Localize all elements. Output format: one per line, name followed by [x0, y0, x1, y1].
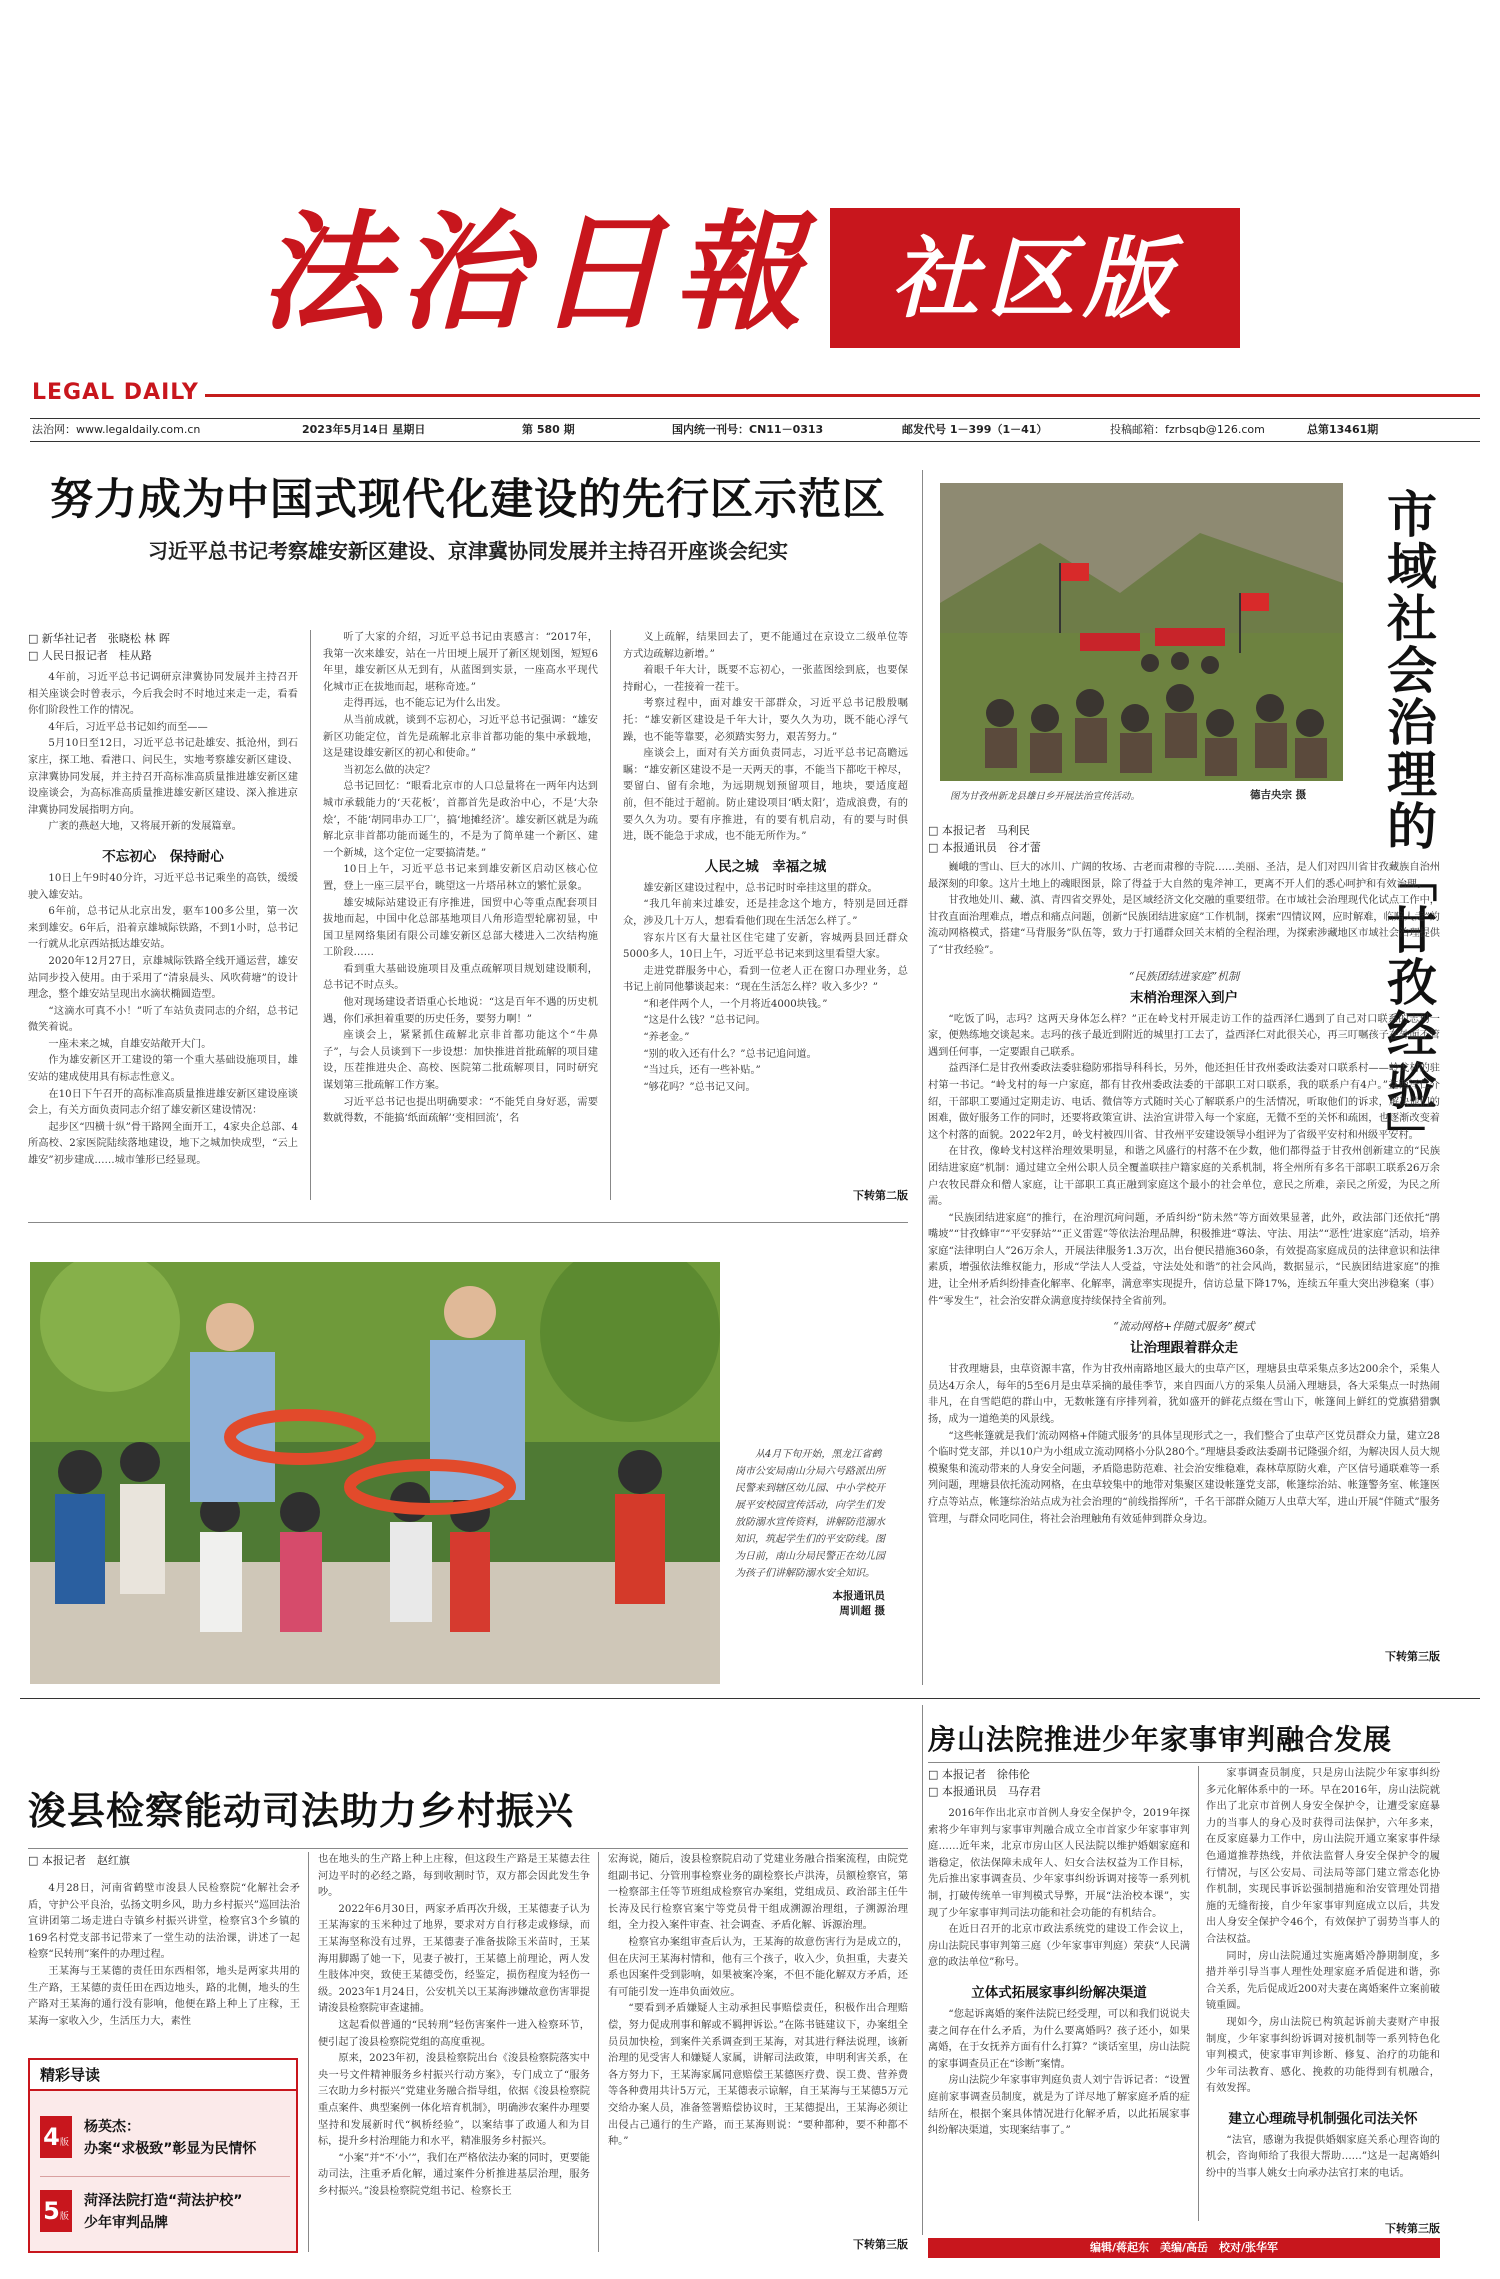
- police-photo: [30, 1262, 720, 1684]
- lead-byline-1: □ 新华社记者 张晓松 林 晖: [28, 632, 170, 645]
- police-photo-caption: [735, 1446, 885, 1618]
- village-sub-tag-1: “民族团结进家庭”机制: [1128, 969, 1240, 983]
- village-vertical-title: 市域社会治理的「甘孜经验」: [1379, 488, 1438, 1164]
- village-para: 巍峨的雪山、巨大的冰川、广阔的牧场、古老而肃穆的寺院……美丽、圣洁，是人们对四川省甘孜藏族自治州最深刻的印象。这片土地上的魂眼图景，除了得益于大自然的鬼斧神工，更离不开人们的悉心呵护和有效治理。: [928, 862, 1440, 890]
- highlight-2-line-2: 少年审判品牌: [84, 2215, 168, 2231]
- lead-para: “这滴水可真不小！”听了车站负责同志的介绍，总书记微笑着说。: [28, 1005, 298, 1034]
- lead-para: 4年后，习近平总书记如约而至——: [48, 721, 208, 733]
- lead-para: 座谈会上，紧紧抓住疏解北京非首都功能这个“牛鼻子”，与会人员谈到下一步设想：加快推进首批疏解的项目建设，压茬推进央企、高校、医院第二批疏解项目，同时研究谋划第三批疏解工作方案。: [323, 1030, 598, 1092]
- village-para: “吃饭了吗，志玛？这两天身体怎么样？”正在岭戈村开展走访工作的益西泽仁遇到了自己对口联系的志玛一家，便熟练地交谈起来。志玛的孩子最近到附近的城里打工去了，益西泽仁对此很关心，再三叮嘱孩子在外面不管遇到任何事，一定要跟自己联系。: [928, 1013, 1440, 1058]
- police-credit-2: 周训超 摄: [839, 1605, 885, 1617]
- total-issue: 总第13461期: [1307, 423, 1379, 436]
- lead-para: 10日上午，习近平总书记来到雄安新区启动区核心位置，登上一座三层平台，眺望这一片塔吊林立的繁忙景象。: [323, 864, 598, 892]
- lead-para: 广袤的燕赵大地，又将展开新的发展篇章。: [48, 821, 242, 833]
- lead-para: 座谈会上，面对有关方面负责同志，习近平总书记高瞻远瞩：“雄安新区建设不是一天两天的事，不能当下都吃干榨尽，要留白、留有余地，为远期规划预留项目，地块，要适度超前，但不能过于超前。防止建设项目‘晒太阳’，造成浪费，有的要久久为功。要有序推进，有的要有机启动，有的要与时俱进，既不能急于求成，也不能无所作为。”: [623, 748, 908, 843]
- issue-number: 第 580 期: [522, 423, 575, 436]
- masthead-rule-red: [205, 394, 1480, 397]
- procuratorate-col-3: [608, 1852, 908, 2151]
- cn-number: 国内统一刊号：CN11－0313: [672, 423, 824, 436]
- village-byline-2: □ 本报通讯员 谷才蕾: [928, 841, 1041, 854]
- masthead-title: 法治日報: [260, 198, 813, 348]
- procuratorate-byline: □ 本报记者 赵红旗: [28, 1854, 130, 1867]
- lead-para: 雄安城际站建设正有序推进，国贸中心等重点配套项目拔地而起，中国中化总部基地项目八角形造型轮廓初显，中国卫星网络集团有限公司雄安新区总部大楼进入二次结构施工阶段……: [323, 897, 598, 959]
- village-byline-1: □ 本报记者 马利民: [928, 824, 1030, 837]
- lead-subhead: 习近平总书记考察雄安新区建设、京津冀协同发展并主持召开座谈会纪实: [148, 539, 788, 563]
- village-subheading-1: 末梢治理深入到户: [1130, 989, 1238, 1006]
- lead-para: 看到重大基础设施项目及重点疏解项目规划建设顺利，总书记不时点头。: [323, 963, 598, 992]
- highlight-item-2[interactable]: [40, 2184, 290, 2244]
- police-credit-1: 本报通讯员: [832, 1590, 885, 1602]
- village-continued: 下转第三版: [1385, 1650, 1440, 1663]
- court-para: 2016年作出北京市首例人身安全保护令，2019年探索将少年审判与家事审判融合成立全市首家少年家事审判庭……近年来，北京市房山区人民法院以维护婚姻家庭和谐稳定，依法保障未成年人、妇女合法权益为工作目标，先后推出家事调查员、少年家事纠纷诉调对接等一系列机制，打破传统单一审判模式导弊，开展“法治校本课”，实现了少年家事审判司法功能和社会功能的有机结合。: [928, 1808, 1190, 1919]
- lead-para: “当过兵，还有一些补贴。”: [643, 1065, 761, 1077]
- lead-para: 当初怎么做的决定？: [343, 764, 436, 776]
- court-subheading-1: 立体式拓展家事纠纷解决渠道: [971, 1984, 1147, 2001]
- highlight-1-line-1: 杨英杰：: [84, 2119, 140, 2135]
- lead-para: “我几年前来过雄安，还是挂念这个地方，特别是回迁群众，涉及几十万人，想看看他们现在生活怎么样了。”: [623, 899, 908, 927]
- masthead-rule-dark: [30, 418, 1480, 419]
- village-para: “这些帐篷就是我们‘流动网格+伴随式服务’的具体呈现形式之一，我们整合了虫草产区党员群众力量，建立28个临时党支部，并以10户为小组成立流动网格小分队280个。”理塘县委政法委副书记隆强介绍，为解决因人员大规模聚集和流动带来的人身安全问题，矛盾隐患防范难、社会治安维稳难，森林草原防火难，产区信号通联难等一系列问题，理塘县依托流动网格，在虫草较集中的地带对集聚区建设帐篷党支部，帐篷综治站、帐篷警务室、帐篷医疗点等站点，帐篷综治站点成为社会治理的“前线指挥所”，千名干部群众随万人虫草大军，进山开展“伴随式”服务管理，与群众同吃同住，将社会治理触角有效延伸到群众身边。: [928, 1430, 1441, 1525]
- lead-para: 义上疏解，结果回去了，更不能通过在京设立二级单位等方式边疏解边新增。”: [623, 632, 908, 660]
- footer-bar: [928, 2238, 1440, 2258]
- highlights-box: [28, 2058, 298, 2253]
- procuratorate-continued: 下转第三版: [853, 2238, 908, 2251]
- page-column-rule: [922, 1705, 923, 2235]
- lead-para: 10日上午9时40分许，习近平总书记乘坐的高铁，缓缓驶入雄安站。: [28, 872, 298, 901]
- page-badge-5: 5版: [40, 2190, 72, 2232]
- highlight-divider: [40, 2176, 290, 2177]
- procuratorate-col-1: [28, 1852, 300, 2030]
- contribution-email: 投稿邮箱：fzrbsqb@126.com: [1110, 423, 1265, 436]
- lead-para: 走得再远，也不能忘记为什么出发。: [343, 698, 507, 710]
- village-credit: 德吉央宗 摄: [1250, 789, 1307, 801]
- footer-credits: 编辑/蒋起东 美编/高岳 校对/张华军: [1089, 2241, 1279, 2254]
- lead-para: 6年前，总书记从北京出发，驱车100多公里，第一次来到雄安。6年后，沿着京雄城际铁路，不到1小时，总书记一行就从北京西站抵达雄安站。: [28, 906, 298, 951]
- lead-col-rule: [610, 630, 611, 1200]
- masthead: [20, 180, 1480, 442]
- court-byline-1: □ 本报记者 徐伟伦: [928, 1768, 1030, 1781]
- lead-para: 总书记回忆：“眼看北京市的人口总量将在一两年内达到城市承载能力的‘天花板’，首都首先是政治中心，不是‘大杂烩’，不能‘胡同串办工厂’，搞‘地摊经济’。雄安新区就是为疏解北京非首都功能而诞生的，不是为了简单建一个新区、建一个新城，这个定位一定要搞清楚。”: [323, 781, 598, 859]
- section-rule: [28, 1222, 908, 1223]
- lead-para: “这是什么钱？”总书记问。: [643, 1015, 766, 1027]
- lead-para: 容东片区有大量社区住宅建了安新，容城两县回迁群众5000多人，10日上午，习近平总书记来到这里看望大家。: [623, 932, 908, 961]
- info-rule: [30, 441, 1480, 442]
- lead-continued-label: 下转第二版: [853, 1189, 908, 1202]
- lead-col-rule: [310, 630, 311, 1200]
- court-col-2: [1206, 1766, 1440, 2183]
- procuratorate-para: “要看到矛盾嫌疑人主动承担民事赔偿责任，积极作出合理赔偿，努力促成刑事和解或不羁押诉讼。”在陈书链建议下，办案组全员员加快检，到案件关系调查到王某海，对其进行释法说理，该新治理的见受害人和嫌疑人家属，讲解司法政策，申明利害关系，在各方努力下，王某海家属同意赔偿王某德医疗费、误工费、营养费等各种费用共计5万元，王某德表示谅解，自王某海与王某德5万元交给办案人员，准备签署赔偿协议时，王某德提出，王某海必须让出侵占己通行的生产路，而王某海则说：“要种都种，要不种都不种。”: [608, 2003, 908, 2148]
- highlights-title: 精彩导读: [30, 2060, 296, 2091]
- info-bar: [32, 420, 1480, 440]
- procuratorate-para: 原来，2023年初，浚县检察院出台《浚县检察院落实中央一号文件精神服务乡村振兴行动方案》，专门成立了“服务三农助力乡村振兴”党建业务融合指导组，依据《浚县检察院重点案件、典型案例一体化培育机制》，明确涉农案件办理要坚持和发展新时代“枫桥经验”，以案结事了政通人和为目标，提升乡村治理能力和水平，精准服务乡村振兴。: [318, 2053, 590, 2148]
- issue-date: 2023年5月14日 星期日: [302, 423, 426, 436]
- village-article: [928, 822, 1440, 1528]
- court-col-rule: [1198, 1766, 1199, 2221]
- lead-para: 考察过程中，面对雄安干部群众，习近平总书记殷殷嘱托：“雄安新区建设是千年大计，要久久为功，既不能心浮气躁，也不能等靠要，必须踏实努力，艰苦努力。”: [623, 698, 908, 743]
- page-badge-4: 4版: [40, 2116, 72, 2158]
- village-subheading-2: 让治理跟着群众走: [1130, 1340, 1238, 1357]
- highlight-2-line-1: 菏泽法院打造“菏法护校”: [84, 2193, 243, 2209]
- lead-para: 习近平总书记也提出明确要求：“不能凭自身好恶，需要数就得数，不能搞‘纸面疏解’‘变相回流’，名: [323, 1096, 598, 1125]
- section-divider: [20, 1698, 1480, 1699]
- court-col-1: [928, 1766, 1190, 2140]
- police-caption-text: 从4月下旬开始，黑龙江省鹤岗市公安局南山分局六号路派出所民警来到辖区幼儿园、中小学校开展平安校园宣传活动，向学生们发放防溺水宣传资料，讲解防范溺水知识，筑起学生们的平安防线。图为日前，南山分局民警正在幼儿园为孩子们讲解防溺水安全知识。: [735, 1449, 885, 1579]
- court-subheading-2: 建立心理疏导机制强化司法关怀: [1228, 2110, 1418, 2127]
- lead-para: 5月10日至12日，习近平总书记赴雄安、抵沧州，到石家庄，探工地、看港口、问民生，实地考察雄安新区建设、京津冀协同发展，并主持召开高标准高质量推进雄安新区建设座谈会，为高标准高质量推进雄安新区建设、深入推进京津冀协同发展指明方向。: [28, 738, 298, 816]
- procuratorate-para: 宏海说，随后，浚县检察院启动了党建业务融合指案流程，由院党组副书记、分管刑事检察业务的副检察长卢洪涛，员额检察官，第一检察部主任等节班组成检察官办案组，党组成员、政治部主任牛长涛及民行检察官案宁等党员骨干组成溯源治理组，子溯源治理组，全力投入案件审查、社会调查、矛盾化解、诉源治理。: [608, 1854, 908, 1932]
- procuratorate-col-rule: [598, 1852, 599, 2252]
- procuratorate-para: 也在地头的生产路上种上庄稼，但这段生产路是王某德去往河边平时的必经之路，每到收割时节，双方都会因此发生争吵。: [318, 1854, 590, 1899]
- village-para: 甘孜地处川、藏、滇、青四省交界处，是区域经济文化交融的重要纽带。在市域社会治理现代化试点工作中，甘孜直面治理难点，增点和痛点问题，创新“民族团结进家庭”工作机制，探索“四情议网，应时解难，临赔人走”的流动网格模式，搭建“马背服务”队伍等，致力于打通群众回关末梢的全程治理，为探索涉藏地区市域社会治理提供了“甘孜经验”。: [928, 895, 1440, 956]
- lead-subheading-1: 不忘初心 保持耐心: [102, 848, 224, 865]
- village-sub-tag-2: “流动网格+伴随式服务”模式: [1113, 1320, 1255, 1334]
- village-para: 益西泽仁是甘孜州委政法委驻稳防邪指导科科长，另外，他还担任甘孜州委政法委对口联系村——岭戈村的驻村第一书记。“岭戈村的每一户家庭，都有甘孜州委政法委的干部职工对口联系，我的联系户有4户。”益西泽仁介绍，干部职工要通过定期走访、电话、微信等方式随时关心了解联系户的生活情况，听取他们的诉求，解决他们的困难，做好服务工作的同时，还要将政策宣讲、法治宣讲带入每一个家庭，无微不至的关怀和疏困，也逐渐改变着这个村落的面貌。2022年2月，岭戈村被四川省、甘孜州平安建设领导小组评为了省级平安村和州级平安村。: [928, 1063, 1440, 1141]
- lead-para: 在10日下午召开的高标准高质量推进雄安新区建设座谈会上，有关方面负责同志介绍了雄安新区建设情况：: [28, 1088, 298, 1117]
- lead-para: 走进党群服务中心，看到一位老人正在窗口办理业务，总书记上前同他攀谈起来：“现在生活怎么样？收入多少？”: [623, 965, 908, 994]
- lead-byline-2: □ 人民日报记者 桂从路: [28, 649, 152, 662]
- lead-para: 他对现场建设者语重心长地说：“这是百年不遇的历史机遇，你们承担着重要的历史任务，要努力啊！”: [323, 997, 598, 1025]
- village-para: 甘孜理塘县，虫草资源丰富，作为甘孜州南路地区最大的虫草产区，理塘县虫草采集点多达200余个，采集人员达4万余人，每年的5至6月是虫草采摘的最佳季节，来自四面八方的采集人员涌入理塘县，各大采集点一时热闹非凡，在自雪皑皑的群山中，无数帐篷有序排列着，犹如盛开的鲜花点缀在雪山下，帐篷间上鲜红的党旗猎猎飘扬，成为一道绝美的风景线。: [928, 1364, 1440, 1426]
- procuratorate-para: 4月28日，河南省鹤壁市浚县人民检察院“化解社会矛盾，守护公平良治，弘扬文明乡风，助力乡村振兴”巡回法治宣讲团第二场走进白寺镇乡村振兴讲堂，检察官3个乡镇的169名村党支部书记带来了一堂生动的法治课，讲述了一起检察“民转刑”案件的办理过程。: [28, 1883, 300, 1961]
- procuratorate-para: 王某海与王某德的责任田东西相邻，地头是两家共用的生产路，王某德的责任田在西边地头，路的北侧，地头的生产路对王某海的通行没有影响，他便在路上种上了庄稼，王某海一家收入少，生活压力大，素性: [28, 1965, 300, 2027]
- lead-para: 4年前，习近平总书记调研京津冀协同发展并主持召开相关座谈会时曾表示，今后我会时不时地过来走一走，看看你们阶段性工作的情况。: [28, 672, 298, 717]
- court-para: 现如今，房山法院已构筑起诉前夫妻财产申报制度，少年家事纠纷诉调对接机制等一系列特色化审判模式，使家事审判诊断、修复、治疗的功能和少年司法教育、感化、挽救的功能得到有机融合，有效发挥。: [1206, 2016, 1440, 2095]
- procuratorate-para: 这起看似普通的“民转刑”轻伤害案件一进入检察环节，便引起了浚县检察院党组的高度重视。: [318, 2019, 590, 2048]
- procuratorate-headline: 浚县检察能动司法助力乡村振兴: [28, 1788, 575, 1833]
- lead-col-1: [28, 630, 298, 1170]
- lead-para: 听了大家的介绍，习近平总书记由衷感言：“2017年，我第一次来雄安，站在一片田埂上展开了新区规划图，短短6年里，雄安新区从无到有，从蓝图到实景，一座高水平现代化城市正在拔地而起，堪称奇迹。”: [323, 632, 598, 693]
- procuratorate-para: “小案”并“不‘小’”，我们在严格依法办案的同时，更要能动司法，注重矛盾化解，通过案件分析推进基层治理，服务乡村振兴。”浚县检察院党组书记、检察长王: [318, 2152, 590, 2197]
- procuratorate-para: 检察官办案组审查后认为，王某海的故意伤害行为是成立的，但在庆河王某海村情和，他有三个孩子，收入少，负担重，夫妻关系也因案件受到影响，如果被案冷案，不但不能化解双方矛盾，还有可能引发一连串负面效应。: [608, 1936, 908, 1998]
- court-para: 同时，房山法院通过实施离婚冷静期制度，多措并举引导当事人理性处理家庭矛盾促进和谐，弥合关系，先后促成近200对夫妻在离婚案件立案前破镜重圆。: [1206, 1950, 1440, 2012]
- village-para: 在甘孜，像岭戈村这样治理效果明显，和谐之风盛行的村落不在少数，他们都得益于甘孜州创新建立的“民族团结进家庭”机制：通过建立全州公职人员全覆盖联挂户籍家庭的关系机制，将全州所有多名干部职工联系26万余户农牧民群众和僧人家庭，让干部职工真正融到家庭这个最小的社会单位，意民之所难，亲民之所爱，为民之所需。: [928, 1146, 1440, 1208]
- procuratorate-para: 2022年6月30日，两家矛盾再次升级，王某德妻子认为王某海家的玉米种过了地界，要求对方自行移走或修绿，而王某海坚称没有过界，王某德妻子准备拔除玉米苗时，王某海用脚踢了她一下，见妻子被打，王某德上前理论，两人发生肢体冲突，致使王某德受伤，经鉴定，损伤程度为轻伤一级。2023年1月24日，公安机关以王某海涉嫌故意伤害罪提请浚县检察院审查逮捕。: [318, 1903, 590, 2015]
- court-rule: [928, 1762, 1440, 1763]
- edition-badge: [830, 208, 1240, 348]
- english-title: LEGAL DAILY: [32, 380, 199, 405]
- lead-subheading-2: 人民之城 幸福之城: [704, 858, 827, 875]
- procuratorate-col-2: [318, 1852, 590, 2200]
- lead-para: “够花吗？”总书记又问。: [643, 1081, 756, 1093]
- court-headline: 房山法院推进少年家事审判融合发展: [928, 1723, 1393, 1756]
- lead-headline: 努力成为中国式现代化建设的先行区示范区: [50, 475, 886, 525]
- website: 法治网：www.legaldaily.com.cn: [32, 423, 201, 436]
- lead-para: 从当前成就，谈到不忘初心，习近平总书记强调：“雄安新区功能定位，首先是疏解北京非首都功能的集中承载地，这是建设雄安新区的初心和使命。”: [323, 714, 598, 760]
- court-para: 房山法院少年家事审判庭负责人刘宁告诉记者：“设置庭前家事调查员制度，就是为了详尽地了解家庭矛盾的症结所在，根据个案具体情况进行化解矛盾，以此拓展家事纠纷解决渠道，实现案结事了。”: [928, 2075, 1190, 2137]
- court-para: “您起诉离婚的案件法院已经受理，可以和我们说说夫妻之间存在什么矛盾，为什么要离婚吗？孩子还小，如果离婚，在于女抚养方面有什么打算？”谈话室里，房山法院的家事调查员正在“诊断”案情。: [928, 2008, 1190, 2070]
- court-para: 在近日召开的北京市政法系统党的建设工作会议上，房山法院民事审判第三庭（少年家事审判庭）荣获“人民满意的政法单位”称号。: [928, 1924, 1190, 1969]
- postal-code: 邮发代号 1－399（1－41）: [902, 423, 1048, 436]
- lead-para: “养老金。”: [643, 1032, 690, 1044]
- lead-col-2: [323, 630, 598, 1128]
- highlight-item-1[interactable]: [40, 2110, 290, 2170]
- village-caption: 图为甘孜州新龙县雄日乡开展法治宣传活动。: [950, 791, 1141, 802]
- court-para: 家事调查员制度，只是房山法院少年家事纠纷多元化解体系中的一环。早在2016年，房山法院就作出了北京市首例人身安全保护令，让遭受家庭暴力的当事人的身心及时获得司法保护，六年多来，在反家庭暴力工作中，房山法院开通立案家事件绿色通道推荐热线，并依法监督人身安全保护令的履行情况，与区公安局、司法局等部门建立常态化协作机制，实现民事诉讼强制措施和治安管理处罚措施的无缝衔接，自少年家事审判庭成立以后，共发出人身安全保护令46个，有效保护了弱势当事人的合法权益。: [1206, 1768, 1440, 1945]
- highlight-1-line-2: 办案“求极致”彰显为民情怀: [84, 2141, 257, 2157]
- lead-article: [28, 470, 908, 1240]
- court-byline-2: □ 本报通讯员 马存君: [928, 1785, 1041, 1798]
- village-photo: [940, 483, 1343, 781]
- lead-para: “别的收入还有什么？”总书记追问道。: [643, 1048, 817, 1060]
- lead-para: 作为雄安新区开工建设的第一个重大基础设施项目，雄安站的建成使用具有标志性意义。: [28, 1055, 298, 1084]
- lead-para: 雄安新区建设过程中，总书记时时牵挂这里的群众。: [643, 882, 878, 894]
- lead-para: 一座未来之城，自雄安站敞开大门。: [48, 1038, 212, 1050]
- court-para: “法官，感谢为我提供婚姻家庭关系心理咨询的机会，咨询师给了我很大帮助……”这是一起离婚纠纷中的当事人姚女士向承办法官打来的电话。: [1206, 2134, 1440, 2180]
- court-continued: 下转第三版: [1385, 2222, 1440, 2235]
- procuratorate-col-rule: [308, 1852, 309, 2252]
- lead-para: 起步区“四横十纵”骨干路网全面开工，4家央企总部、4所高校、2家医院陆续落地建设，地下之城加快成型，“云上雄安”初步建成……城市雏形已经显现。: [28, 1121, 298, 1167]
- village-para: “民族团结进家庭”的推行，在治理沉疴问题，矛盾纠纷“防未然”等方面效果显著，此外，政法部门还依托“鹃嘴坡”“甘孜蜂审”“平安驿站”“正义雷霆”等依法治理品牌，积极推进“尊法、守法、用法”“恶性’进家庭”活动，培养家庭“法律明白人”26万余人，开展法律服务1.3万次，出台便民措施360条，有效提高家庭成员的法律意识和法律素质，增强依法维权能力，形成“学法人人受益，守法处处和谐”的社会风尚，数据显示，“民族团结进家庭”的推进，让全州矛盾纠纷排查化解率、化解率，满意率实现提升，信访总量下降17%，连续五年重大突出涉稳案（事）件“零发生”，社会治安群众满意度持续保持全省前列。: [928, 1212, 1440, 1307]
- lead-para: 着眼千年大计，既要不忘初心，一张蓝图绘到底，也要保持耐心，一茬接着一茬干。: [623, 665, 908, 693]
- lead-para: “和老伴两个人，一个月将近4000块钱。”: [643, 998, 828, 1010]
- lead-para: 2020年12月27日，京雄城际铁路全线开通运营，雄安站同步投入使用。由于采用了“清泉晨头、风吹荷塘”的设计理念，整个雄安站呈现出水滴状椭圆造型。: [28, 955, 298, 1001]
- lead-col-3: [623, 630, 908, 1096]
- procuratorate-rule: [28, 1848, 908, 1849]
- edition-label: 社区版: [890, 226, 1179, 330]
- page-column-rule: [922, 470, 923, 1685]
